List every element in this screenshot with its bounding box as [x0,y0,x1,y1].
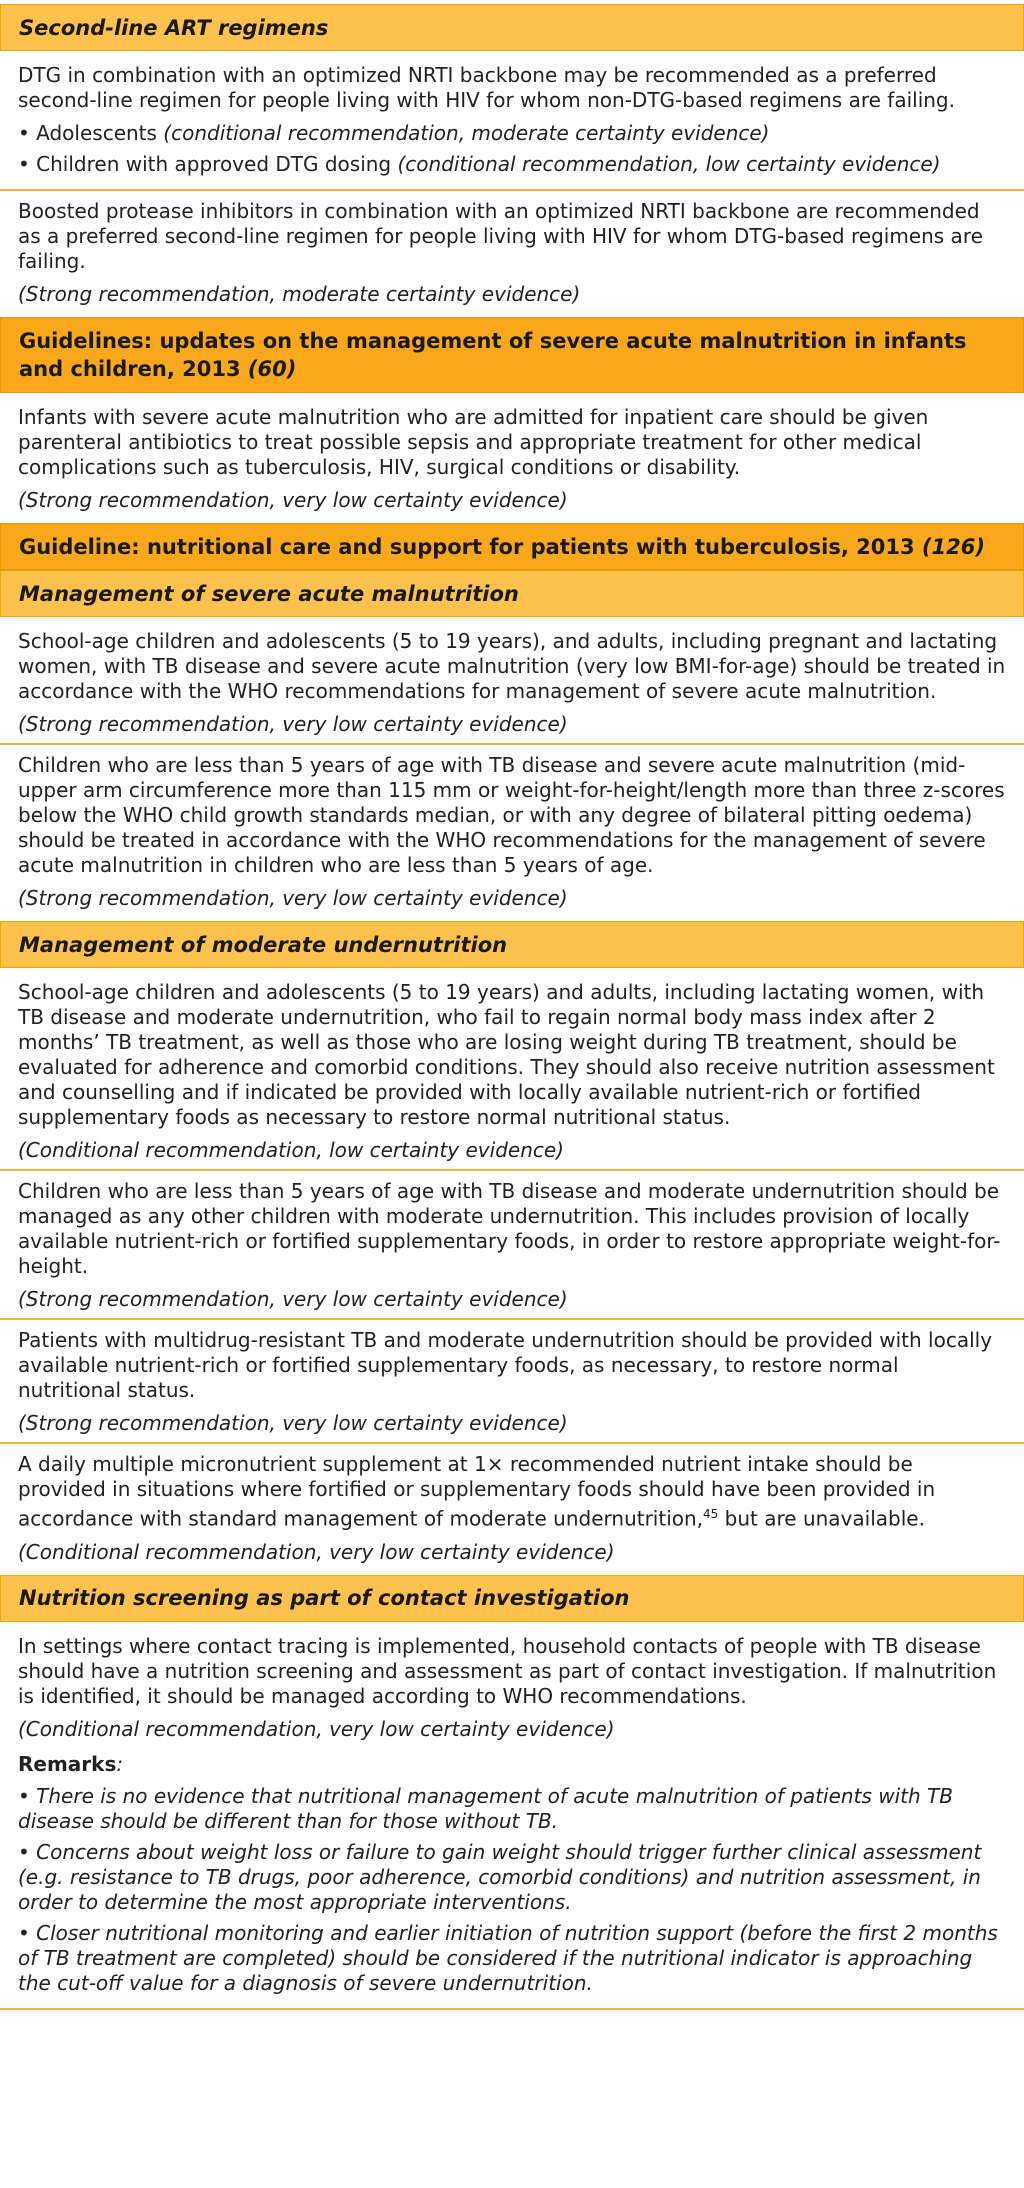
evidence-text: (Conditional recommendation, very low certainty evidence) [18,1539,615,1564]
second-line-art-header: Second-line ART regimens [0,4,1024,51]
moderate-undernutrition-header: Management of moderate undernutrition [0,921,1024,968]
recommendation-text: Patients with multidrug-resistant TB and moderate undernutrition should be provided with locally available nutrient-rich or fortified supplementary foods, as necessary, to restore normal nutritional status. [18,1328,993,1402]
second-line-pi-block [0,191,1024,317]
evidence-text: (Conditional recommendation, very low certainty evidence) [18,1716,615,1741]
remarks-title: Remarks: [18,1751,124,1776]
evidence-text: (Strong recommendation, very low certainty evidence) [18,712,568,736]
sam-guidelines-header: Guidelines: updates on the management of severe acute malnutrition in infants and children, 2013 (60) [0,317,1024,393]
evidence-text: (Strong recommendation, very low certainty evidence) [18,1411,568,1435]
second-line-dtg-block [0,51,1024,191]
evidence-text: (Strong recommendation, very low certainty evidence) [18,488,568,512]
list-item: • Closer nutritional monitoring and earlier initiation of nutrition support (before the first 2 months of TB treatment are completed) should be considered if the nutritional indicator is approaching the cut-off value for a diagnosis of severe undernutrition. [18,1920,998,1995]
list-item: • There is no evidence that nutritional management of acute malnutrition of patients with TB disease should be different than for those without TB. [18,1783,953,1833]
evidence-text: (Strong recommendation, very low certainty evidence) [18,1287,568,1311]
sam-adults-block [0,617,1024,745]
remarks-list [18,1784,1006,1996]
screening-block [0,1622,1024,2010]
recommendation-text: School-age children and adolescents (5 to 19 years), and adults, including pregnant and lactating women, with TB disease and severe acute malnutrition (very low BMI-for-age) should be treated in accordance with the WHO recommendations for management of severe acute malnutrition. [18,629,1006,703]
recommendation-text: Infants with severe acute malnutrition who are admitted for inpatient care should be given parenteral antibiotics to treat possible sepsis and appropriate treatment for other medical complications such as tuberculosis, HIV, surgical conditions or disability. [18,405,929,479]
sam-children-block [0,745,1024,917]
footnote-ref: 45 [703,1507,719,1521]
tb-guideline-header: Guideline: nutritional care and support for patients with tuberculosis, 2013 (126) [0,523,1024,570]
population-list [18,121,1006,177]
recommendation-text: Boosted protease inhibitors in combination with an optimized NRTI backbone are recommended as a preferred second-line regimen for people living with HIV for whom DTG-based regimens are failing. [18,199,983,273]
sam-management-header: Management of severe acute malnutrition [0,570,1024,617]
recommendation-text: A daily multiple micronutrient supplement at 1× recommended nutrient intake should be provided in situations where fortified or supplementary foods should have been provided in accordance with standard management of moderate undernutrition,$^{45}$ but are unavailable. [18,1452,936,1531]
list-item: • Adolescents (conditional recommendation, moderate certainty evidence) [18,121,770,145]
list-item: • Children with approved DTG dosing (conditional recommendation, low certainty evidence) [18,152,941,176]
mod-adults-block [0,968,1024,1171]
recommendation-text: School-age children and adolescents (5 to 19 years) and adults, including lactating women, with TB disease and moderate undernutrition, who fail to regain normal body mass index after 2 months’ TB treatment, as well as those who are losing weight during TB treatment, should be evaluated for adherence and comorbid conditions. They should also receive nutrition assessment and counselling and if indicated be provided with locally available nutrient-rich or fortified supplementary foods as necessary to restore normal nutritional status. [18,980,995,1129]
recommendation-text: DTG in combination with an optimized NRTI backbone may be recommended as a preferred second-line regimen for people living with HIV for whom non-DTG-based regimens are failing. [18,63,955,112]
recommendation-text: Children who are less than 5 years of age with TB disease and moderate undernutrition should be managed as any other children with moderate undernutrition. This includes provision of locally available nutrient-rich or fortified supplementary foods, in order to restore appropriate weight-for-height. [18,1179,1001,1278]
evidence-text: (Strong recommendation, moderate certainty evidence) [18,282,581,306]
nutrition-screening-header: Nutrition screening as part of contact investigation [0,1575,1024,1622]
list-item: • Concerns about weight loss or failure to gain weight should trigger further clinical assessment (e.g. resistance to TB drugs, poor adherence, comorbid conditions) and nutrition assessment, in order to determine the most appropriate interventions. [18,1839,982,1914]
sam-antibiotics-block [0,393,1024,523]
mod-micronutrient-block [0,1444,1024,1571]
mod-mdr-tb-block [0,1320,1024,1444]
recommendation-text: Children who are less than 5 years of age with TB disease and severe acute malnutrition (mid-upper arm circumference more than 115 mm or weight-for-height/length more than three z-scores below the WHO child growth standards median, or with any degree of bilateral pitting oedema) should be treated in accordance with the WHO recommendations for the management of severe acute malnutrition in children who are less than 5 years of age. [18,753,1005,877]
mod-children-block [0,1171,1024,1320]
evidence-text: (Strong recommendation, very low certainty evidence) [18,886,568,910]
evidence-text: (Conditional recommendation, low certainty evidence) [18,1138,564,1162]
recommendation-text: In settings where contact tracing is implemented, household contacts of people with TB disease should have a nutrition screening and assessment as part of contact investigation. If malnutrition is identified, it should be managed according to WHO recommendations. [18,1633,997,1708]
